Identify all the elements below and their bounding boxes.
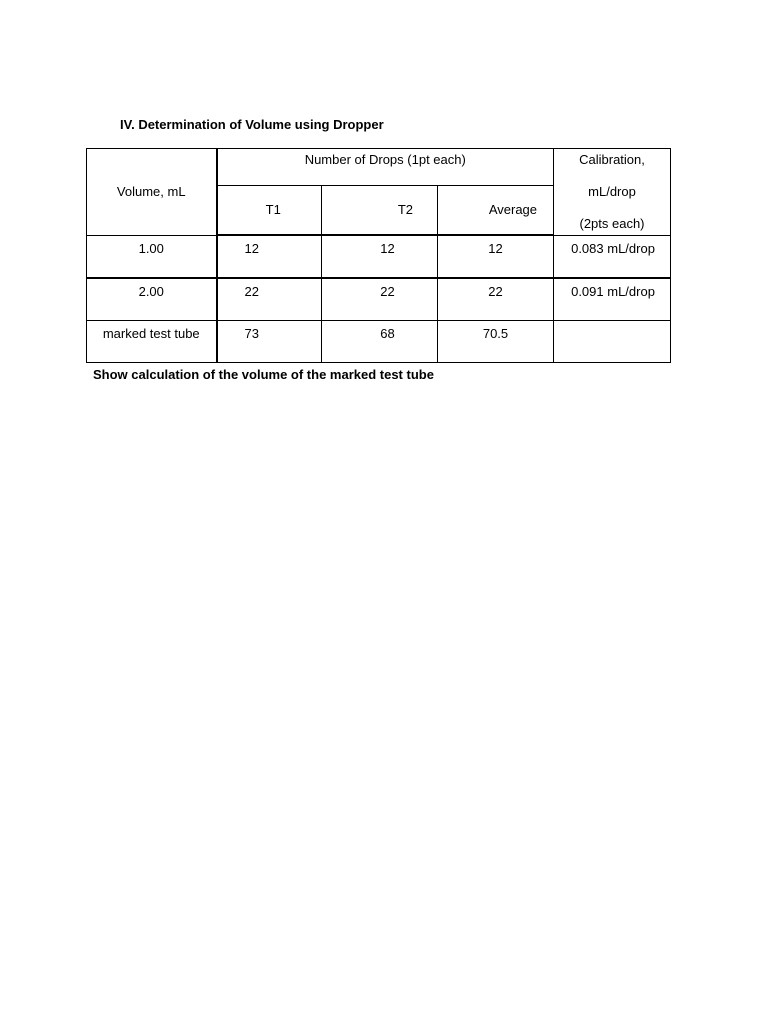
cell-volume: 2.00 [87,278,217,321]
cell-average: 22 [438,278,554,321]
header-volume: Volume, mL [87,149,217,236]
header-calibration-line2: mL/drop [588,184,636,199]
section-title: IV. Determination of Volume using Dropper [120,117,384,132]
table-header-row [87,149,671,186]
cell-volume: 1.00 [87,235,217,278]
calibration-table [86,148,671,363]
table-row [87,235,671,278]
table-row [87,278,671,321]
header-t1: T1 [217,186,322,236]
header-average: Average [438,186,554,236]
table-row [87,321,671,363]
header-calibration [554,149,671,236]
header-calibration-line3: (2pts each) [579,216,645,231]
cell-t1: 22 [217,278,322,321]
cell-t2: 68 [322,321,438,363]
header-calibration-line1: Calibration, [579,152,645,167]
header-number-of-drops: Number of Drops (1pt each) [217,149,554,186]
cell-calibration: 0.083 mL/drop [554,235,671,278]
cell-t2: 22 [322,278,438,321]
cell-t1: 73 [217,321,322,363]
cell-t1: 12 [217,235,322,278]
cell-average: 12 [438,235,554,278]
cell-t2: 12 [322,235,438,278]
cell-calibration [554,321,671,363]
cell-volume: marked test tube [87,321,217,363]
cell-average: 70.5 [438,321,554,363]
header-t2: T2 [322,186,438,236]
calculation-instruction: Show calculation of the volume of the marked test tube [93,367,434,382]
cell-calibration: 0.091 mL/drop [554,278,671,321]
